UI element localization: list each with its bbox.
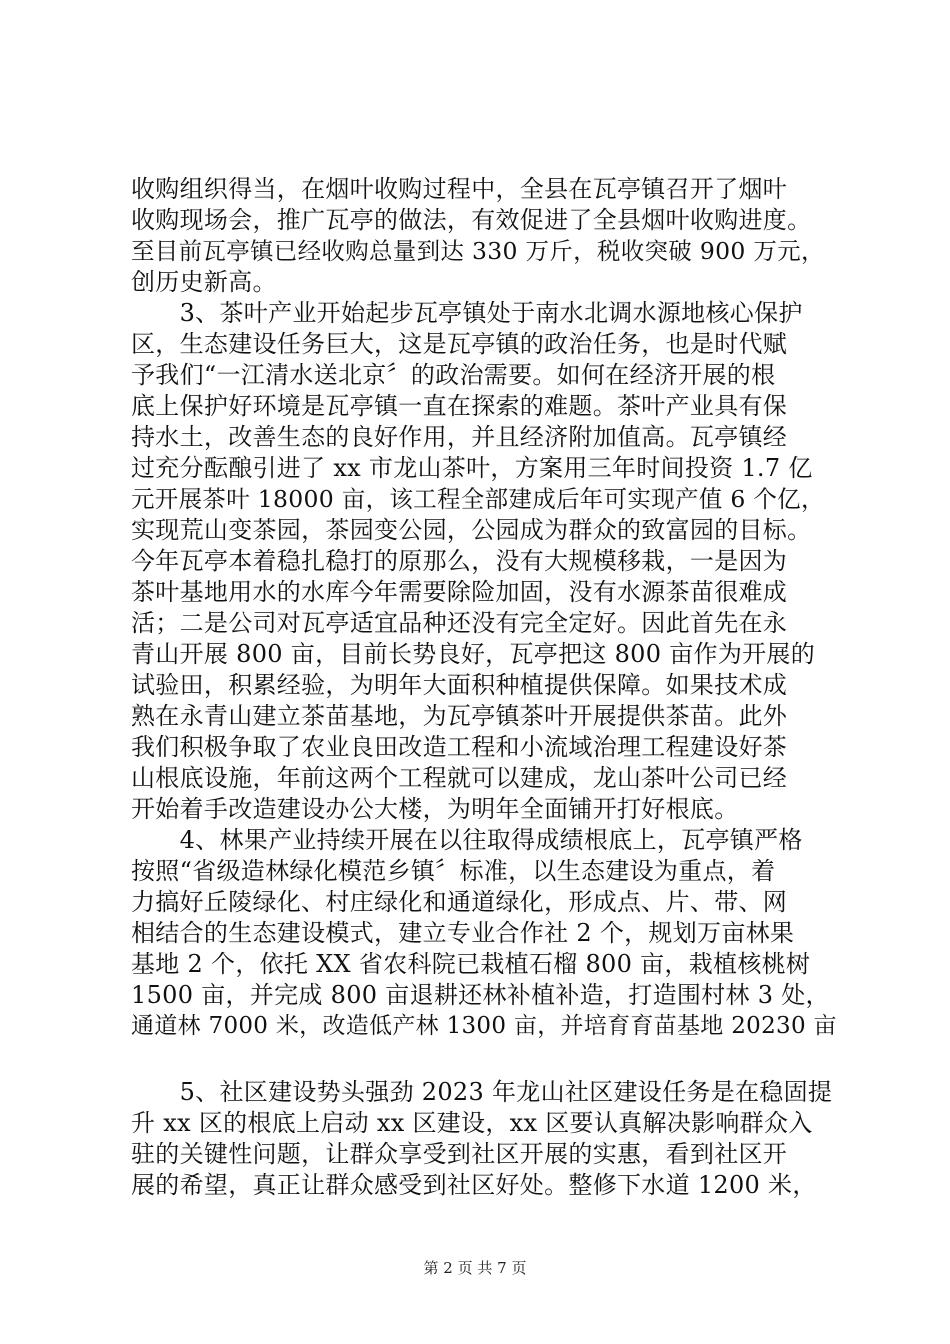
text-line: 相结合的生态建设模式，建立专业合作社 2 个，规划万亩林果: [131, 919, 795, 947]
text-line: 至目前瓦亭镇已经收购总量到达 330 万斤，税收突破 900 万元，: [131, 237, 825, 265]
text-line: 我们积极争取了农业良田改造工程和小流域治理工程建设好茶: [131, 733, 788, 761]
text-line: 熟在永青山建立茶苗基地，为瓦亭镇茶叶开展提供茶苗。此外: [131, 702, 788, 730]
text-line: 底上保护好环境是瓦亭镇一直在探索的难题。茶叶产业具有保: [131, 392, 788, 420]
document-body: [131, 174, 837, 1201]
text-line: 力搞好丘陵绿化、村庄绿化和通道绿化，形成点、片、带、网: [131, 888, 788, 916]
page-number-label: 第 2 页 共 7 页: [423, 1259, 527, 1277]
text-line: 过充分酝酿引进了 xx 市龙山茶叶，方案用三年时间投资 1.7 亿: [131, 454, 813, 482]
text-line: 3、茶叶产业开始起步瓦亭镇处于南水北调水源地核心保护: [131, 299, 803, 327]
text-line: 驻的关键性问题，让群众享受到社区开展的实惠，看到社区开: [131, 1140, 788, 1168]
text-line: 收购组织得当，在烟叶收购过程中，全县在瓦亭镇召开了烟叶: [131, 175, 788, 203]
text-line: 升 xx 区的根底上启动 xx 区建设，xx 区要认真解决影响群众入: [131, 1109, 813, 1137]
text-line: 基地 2 个，依托 XX 省农科院已栽植石榴 800 亩，栽植核桃树: [131, 950, 811, 978]
text-line: 区，生态建设任务巨大，这是瓦亭镇的政治任务，也是时代赋: [131, 330, 788, 358]
text-line: 今年瓦亭本着稳扎稳打的原那么，没有大规模移栽，一是因为: [131, 547, 788, 575]
text-line: 通道林 7000 米，改造低产林 1300 亩，并培育育苗基地 20230 亩: [131, 1013, 837, 1039]
text-line: 开始着手改造建设办公大楼，为明年全面铺开打好根底。: [131, 795, 739, 823]
paragraph-gap: [131, 1042, 831, 1077]
text-line: 4、林果产业持续开展在以往取得成绩根底上，瓦亭镇严格: [131, 826, 803, 854]
text-line: 创历史新高。: [131, 268, 277, 296]
text-line: 活；二是公司对瓦亭适宜品种还没有完全定好。因此首先在永: [131, 609, 788, 637]
text-line: 予我们“一江清水送北京〞的政治需要。如何在经济开展的根: [131, 361, 776, 389]
text-line: 茶叶基地用水的水库今年需要除险加固，没有水源茶苗很难成: [131, 578, 788, 606]
text-line: 收购现场会，推广瓦亭的做法，有效促进了全县烟叶收购进度。: [131, 206, 812, 234]
text-line: 展的希望，真正让群众感受到社区好处。整修下水道 1200 米，: [131, 1171, 817, 1199]
page-footer: [0, 1258, 950, 1278]
text-line: 持水土，改善生态的良好作用，并且经济附加值高。瓦亭镇经: [131, 423, 788, 451]
text-line: 青山开展 800 亩，目前长势良好，瓦亭把这 800 亩作为开展的: [131, 640, 816, 668]
text-line: 1500 亩，并完成 800 亩退耕还林补植补造，打造围村林 3 处，: [131, 981, 830, 1009]
text-line: 5、社区建设势头强劲 2023 年龙山社区建设任务是在稳固提: [131, 1078, 833, 1106]
text-line: 山根底设施，年前这两个工程就可以建成，龙山茶叶公司已经: [131, 764, 788, 792]
text-line: 实现荒山变茶园，茶园变公园，公园成为群众的致富园的目标。: [131, 516, 812, 544]
text-line: 按照“省级造林绿化模范乡镇〞标准，以生态建设为重点，着: [131, 857, 776, 885]
text-line: 元开展茶叶 18000 亩，该工程全部建成后年可实现产值 6 个亿，: [131, 485, 825, 513]
text-line: 试验田，积累经验，为明年大面积种植提供保障。如果技术成: [131, 671, 788, 699]
